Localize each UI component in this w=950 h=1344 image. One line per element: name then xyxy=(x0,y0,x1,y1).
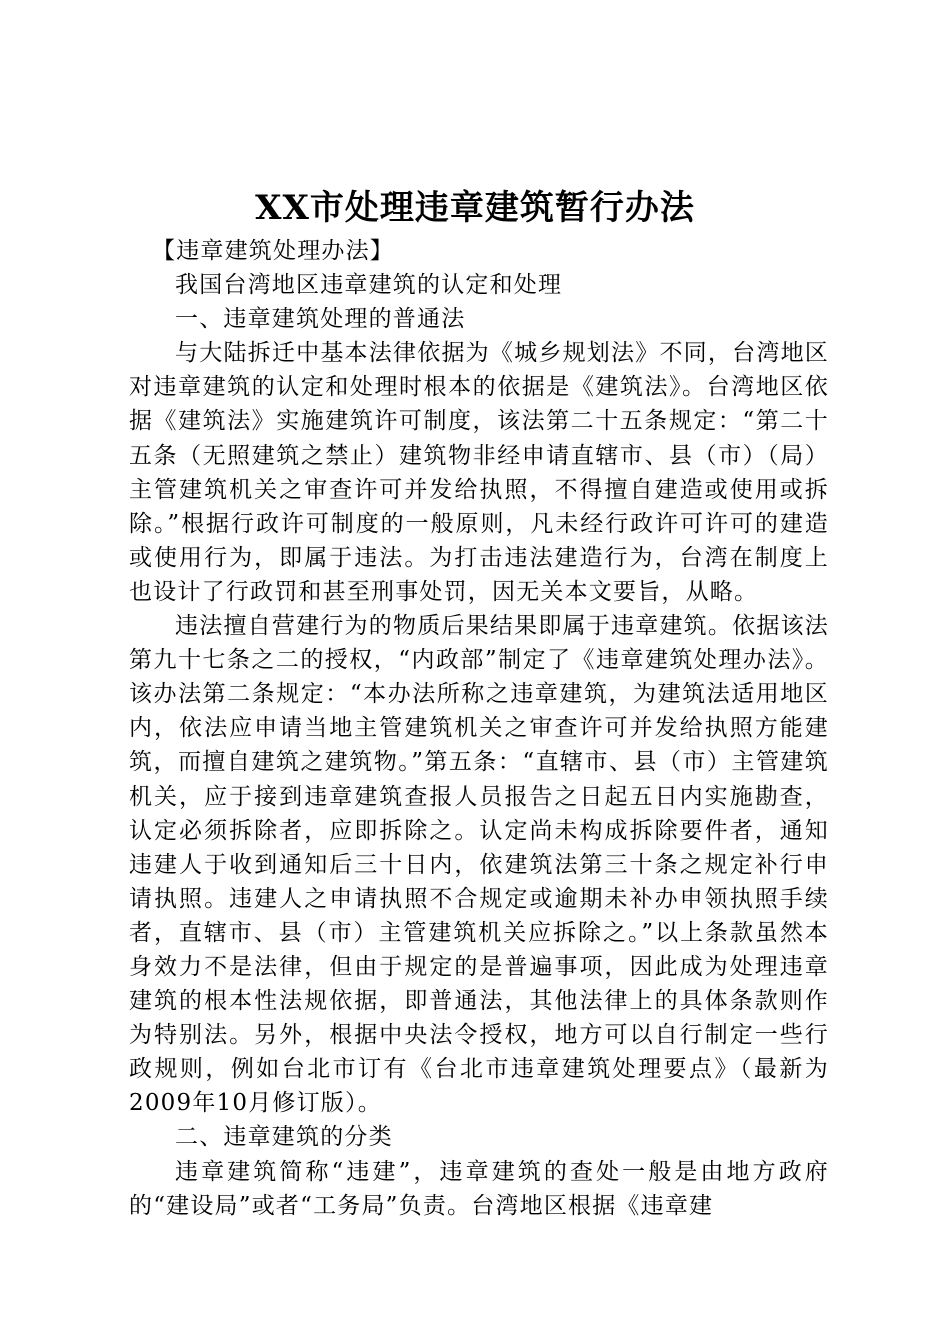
document-body xyxy=(129,234,829,1223)
source-tag: 【违章建筑处理办法】 xyxy=(152,238,394,264)
section-heading-2: 二、违章建筑的分类 xyxy=(175,1124,393,1151)
paragraph-1: 与大陆拆迁中基本法律依据为《城乡规划法》不同，台湾地区对违章建筑的认定和处理时根本的依据是《建筑法》。台湾地区依据《建筑法》实施建筑许可制度，该法第二十五条规定：“第二十五条（无照建筑之禁止）建筑物非经申请直辖市、县（市）（局）主管建筑机关之审查许可并发给执照，不得擅自建造或使用或拆除。”根据行政许可制度的一般原则，凡未经行政许可许可的建造或使用行为，即属于违法。为打击违法建造行为，台湾在制度上也设计了行政罚和甚至刑事处罚，因无关本文要旨，从略。 xyxy=(129,340,829,605)
section-heading-1: 一、违章建筑处理的普通法 xyxy=(175,306,466,333)
subtitle-line: 我国台湾地区违章建筑的认定和处理 xyxy=(175,272,563,299)
paragraph-3: 违章建筑简称“违建”，违章建筑的查处一般是由地方政府的“建设局”或者“工务局”负责。台湾地区根据《违章建 xyxy=(129,1158,829,1219)
document-title: XX市处理违章建筑暂行办法 xyxy=(255,188,695,228)
paragraph-2: 违法擅自营建行为的物质后果结果即属于违章建筑。依据该法第九十七条之二的授权，“内政部”制定了《违章建筑处理办法》。该办法第二条规定：“本办法所称之违章建筑，为建筑法适用地区内，依法应申请当地主管建筑机关之审查许可并发给执照方能建筑，而擅自建筑之建筑物。”第五条：“直辖市、县（市）主管建筑机关，应于接到违章建筑查报人员报告之日起五日内实施勘查，认定必须拆除者，应即拆除之。认定尚未构成拆除要件者，通知违建人于收到通知后三十日内，依建筑法第三十条之规定补行申请执照。违建人之申请执照不合规定或逾期未补办申领执照手续者，直辖市、县（市）主管建筑机关应拆除之。”以上条款虽然本身效力不是法律，但由于规定的是普遍事项，因此成为处理违章建筑的根本性法规依据，即普通法，其他法律上的具体条款则作为特别法。另外，根据中央法令授权，地方可以自行制定一些行政规则，例如台北市订有《台北市违章建筑处理要点》（最新为2009年10月修订版）。 xyxy=(129,613,829,1117)
